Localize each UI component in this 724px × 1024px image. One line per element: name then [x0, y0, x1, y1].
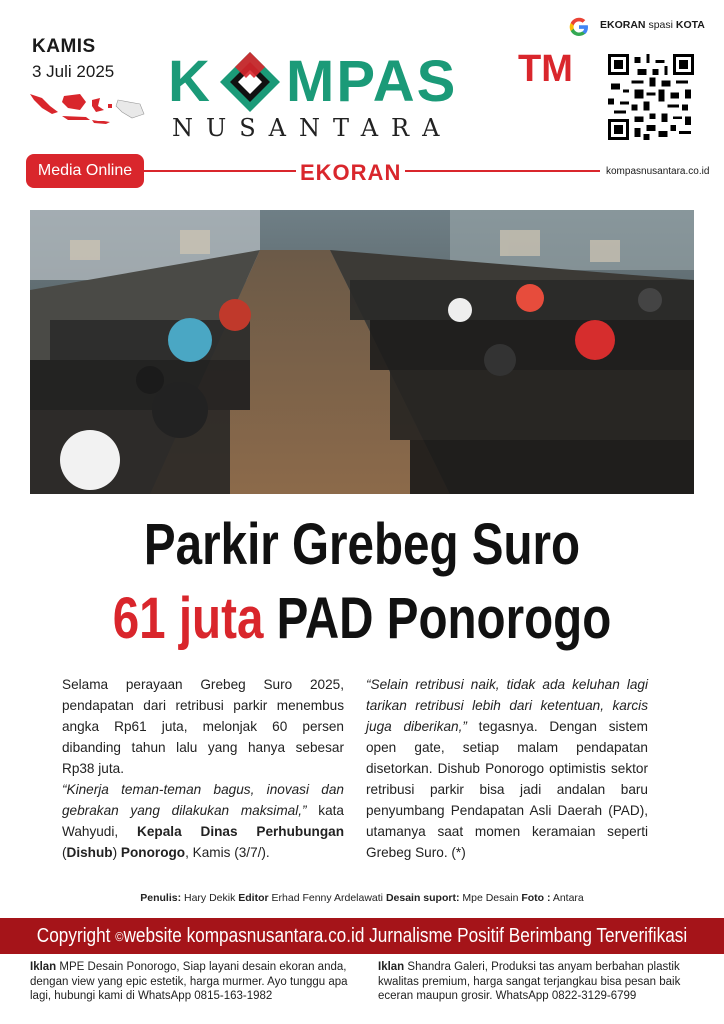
brand-trademark: TM: [518, 48, 573, 90]
ad-left: [30, 960, 352, 1004]
ad-text: Shandra Galeri, Produksi tas anyam berbahan plastik kwalitas premium, harga sangat terjangkau bisa pesan baik eceran maupun grosir. WhatsApp 0822-3129-6799: [378, 961, 681, 1002]
brand-logo: [168, 42, 578, 142]
day-label: KAMIS: [32, 36, 96, 57]
credit-value: Antara: [552, 892, 584, 904]
parking-photo: [30, 210, 694, 494]
copyright-band: [0, 918, 724, 954]
ad-right: [378, 960, 700, 1004]
copyright-rest: website kompasnusantara.co.id Jurnalisme Positif Berimbang Terverifikasi: [123, 924, 688, 947]
brand-letters-mpas: MPAS: [286, 49, 458, 114]
credit-value: Mpe Desain: [462, 892, 519, 904]
ad-label: Iklan: [378, 961, 405, 973]
indonesia-map-icon: [28, 90, 146, 134]
ad-text: MPE Desain Ponorogo, Siap layani desain ekoran anda, dengan view yang epic estetik, harga murmer. Ayo tunggu apa lagi, hubungi kami di WhatsApp 0815-163-1982: [30, 961, 348, 1002]
copyright-word: Copyright: [36, 924, 111, 947]
google-g-icon: [568, 16, 590, 38]
credit-value: Hary Dekik: [184, 892, 236, 904]
headline-line-1: Parkir Grebeg Suro: [143, 512, 581, 577]
article-column-left: [62, 674, 344, 863]
article-column-right: [366, 674, 648, 863]
qr-code-icon[interactable]: [608, 54, 694, 140]
article-paragraph: [366, 674, 648, 863]
credit-label: Foto :: [521, 892, 551, 904]
media-online-badge: Media Online: [26, 154, 144, 188]
credit-label: Editor: [238, 892, 269, 904]
body-bold: Dishub: [66, 845, 113, 860]
headline-highlight: 61 juta: [112, 586, 264, 651]
body-text: , Kamis (3/7/).: [185, 845, 270, 860]
headline-rest: PAD Ponorogo: [263, 586, 612, 651]
body-text: ): [112, 845, 121, 860]
date-label: 3 Juli 2025: [32, 62, 115, 81]
ekoran-kota-label: [600, 19, 705, 31]
copyright-symbol: ©: [115, 928, 124, 944]
ad-label: Iklan: [30, 961, 57, 973]
kota-word: KOTA: [675, 19, 705, 31]
body-text: (: [62, 845, 67, 860]
brand-letter-k: K: [168, 49, 212, 114]
spasi-word: spasi: [648, 19, 673, 31]
article-paragraph: [62, 779, 344, 863]
headline-line-2: [65, 587, 659, 651]
body-text: kata Wahyudi,: [62, 803, 344, 839]
body-text: tegasnya. Dengan sistem open gate, setiap malam pendapatan disetorkan. Dishub Ponorogo optimistis sektor retribusi parkir bisa jadi andalan baru penyumbang Pendapatan Asli Daerah (PAD), utamanya saat momen keramaian seperti Grebeg Suro. (*): [366, 719, 648, 860]
site-url[interactable]: kompasnusantara.co.id: [606, 166, 710, 177]
credit-label: Desain suport:: [385, 892, 460, 904]
quote-text: “Kinerja teman-teman bagus, inovasi dan gebrakan yang dilakukan maksimal,”: [62, 782, 344, 818]
copyright-text: [36, 918, 688, 954]
credit-value: Erhad Fenny Ardelawati: [271, 892, 384, 904]
body-bold: Kepala Dinas Perhubungan: [137, 824, 344, 839]
article-paragraph: Selama perayaan Grebeg Suro 2025, pendapatan dari retribusi parkir menembus angka Rp61 juta, melonjak 60 persen dibanding tahun lalu yang hanya sebesar Rp38 juta.: [62, 677, 344, 776]
brand-subtitle: NUSANTARA: [172, 114, 453, 142]
ekoran-word: EKORAN: [600, 19, 646, 31]
section-title: EKORAN: [296, 160, 405, 186]
credit-label: Penulis:: [140, 892, 182, 904]
quote-text: “Selain retribusi naik, tidak ada keluhan lagi tarikan retribusi lebih dari ketentuan, karcis juga diberikan,”: [366, 677, 648, 734]
brand-diamond-icon: [218, 50, 282, 114]
body-bold: Ponorogo: [120, 845, 186, 860]
credits-line: [0, 892, 724, 904]
